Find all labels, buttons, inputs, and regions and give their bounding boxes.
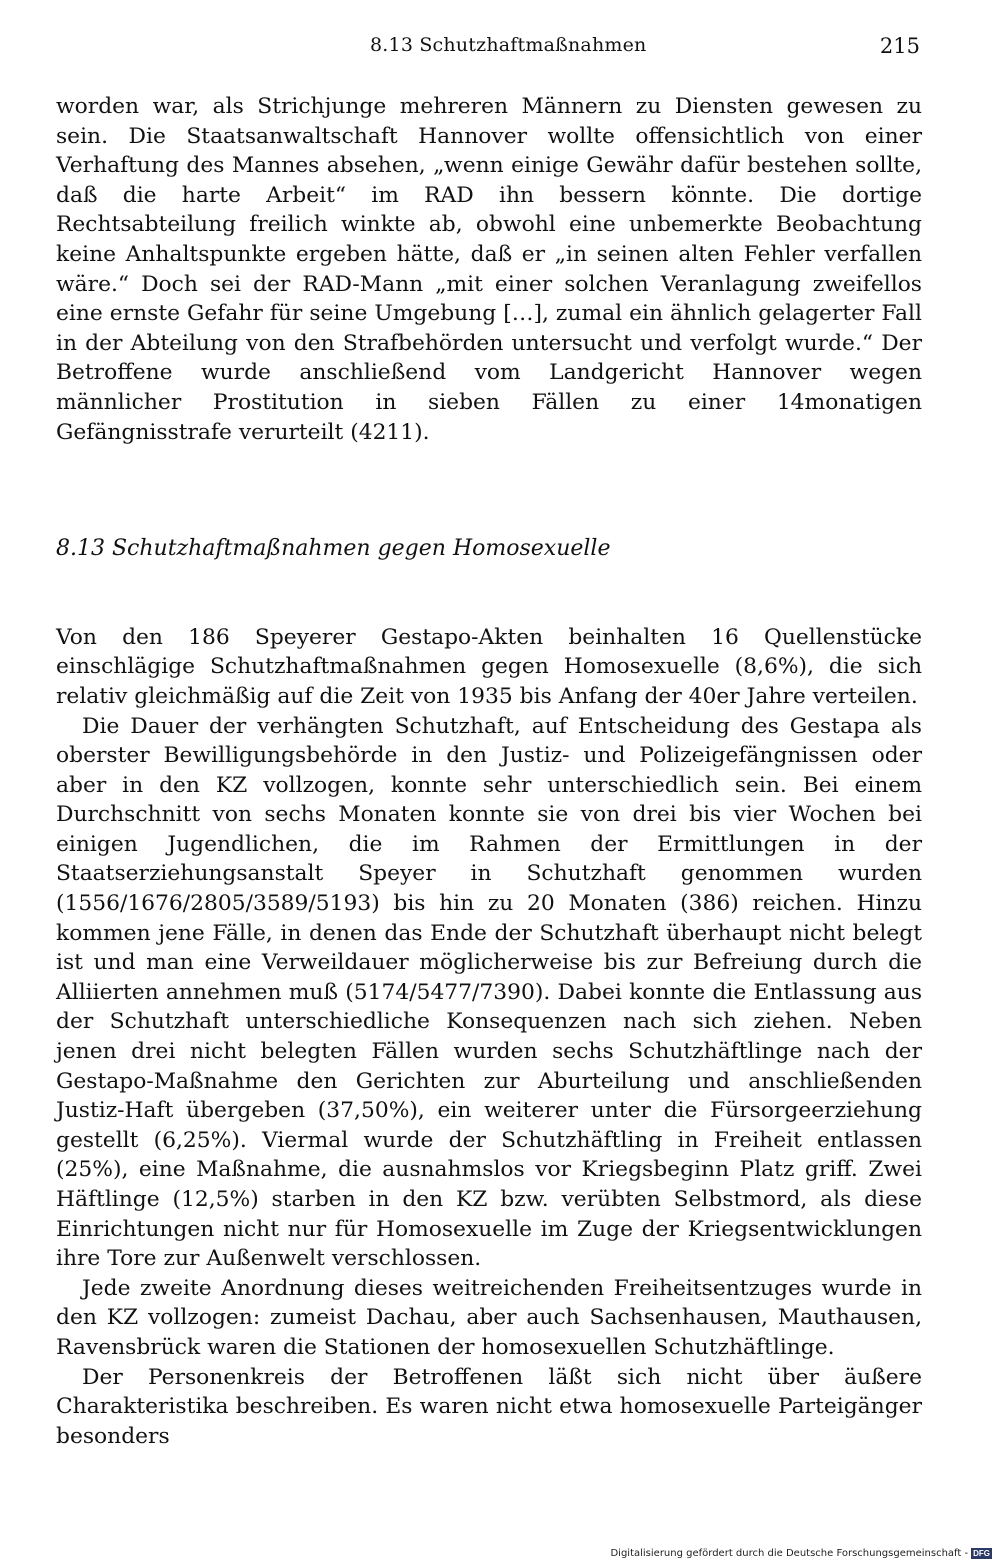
- paragraph-kz: Jede zweite Anordnung dieses weitreichenden Freiheitsentzuges wurde in den KZ vollzogen: zumeist Dachau, aber auch Sachsenhausen, Mauthausen, Ravensbrück waren die Stationen der homosexuellen Schutzhäftlinge.: [56, 1275, 922, 1360]
- running-head: 8.13 Schutzhaftmaßnahmen: [370, 34, 647, 56]
- digitization-credit: [610, 1548, 992, 1559]
- paragraph-intro: Von den 186 Speyerer Gestapo-Akten beinhalten 16 Quellenstücke einschlägige Schutzhaftmaßnahmen gegen Homosexuelle (8,6%), die sich relativ gleichmäßig auf die Zeit von 1935 bis Anfang der 40er Jahre verteilen.: [56, 624, 922, 709]
- paragraph-continuation: worden war, als Strichjunge mehreren Männern zu Diensten gewesen zu sein. Die Staatsanwaltschaft Hannover wollte offensichtlich von einer Verhaftung des Mannes absehen, „wenn einige Gewähr dafür bestehen sollte, daß die harte Arbeit“ im RAD ihn bessern könnte. Die dortige Rechtsabteilung freilich winkte ab, obwohl eine unbemerkte Beobachtung keine Anhaltspunkte ergeben hätte, daß er „in seinen alten Fehler verfallen wäre.“ Doch sei der RAD-Mann „mit einer solchen Veranlagung zweifellos eine ernste Gefahr für seine Umgebung […], zumal ein ähnlich gelagerter Fall in der Abteilung von den Strafbehörden untersucht und verfolgt wurde.“ Der Betroffene wurde anschließend vom Landgericht Hannover wegen männlicher Prostitution in sieben Fällen zu einer 14monatigen Gefängnisstrafe verurteilt (4211).: [56, 94, 922, 445]
- section-heading: 8.13 Schutzhaftmaßnahmen gegen Homosexuelle: [56, 536, 611, 562]
- paragraph-duration: Die Dauer der verhängten Schutzhaft, auf Entscheidung des Gestapa als oberster Bewilligungsbehörde in den Justiz- und Polizeigefängnissen oder aber in den KZ vollzogen, konnte sehr unterschiedlich sein. Bei einem Durchschnitt von sechs Monaten konnte sie von drei bis vier Wochen bei einigen Jugendlichen, die im Rahmen der Ermittlungen in der Staatserziehungsanstalt Speyer in Schutzhaft genommen wurden (1556/1676/2805/3589/5193) bis hin zu 20 Monaten (386) reichen. Hinzu kommen jene Fälle, in denen das Ende der Schutzhaft überhaupt nicht belegt ist und man eine Verweildauer möglicherweise bis zur Befreiung durch die Alliierten annehmen muß (5174/5477/7390). Dabei konnte die Entlassung aus der Schutzhaft unterschiedliche Konsequenzen nach sich ziehen. Neben jenen drei nicht belegten Fällen wurden sechs Schutzhäftlinge nach der Gestapo-Maßnahme den Gerichten zur Aburteilung und anschließenden Justiz-Haft übergeben (37,50%), ein weiterer unter die Fürsorgeerziehung gestellt (6,25%). Viermal wurde der Schutzhäftling in Freiheit entlassen (25%), eine Maßnahme, die ausnahmslos vor Kriegsbeginn Platz griff. Zwei Häftlinge (12,5%) starben in den KZ bzw. verübten Selbstmord, als diese Einrichtungen nicht nur für Homosexuelle im Zuge der Kriegsentwicklungen ihre Tore zur Außenwelt verschlossen.: [56, 713, 922, 1272]
- page-number: 215: [879, 34, 920, 58]
- page-body: [56, 92, 922, 1451]
- dfg-logo-icon: DFG: [973, 1549, 990, 1558]
- credit-text: Digitalisierung gefördert durch die Deutsche Forschungsgemeinschaft -: [610, 1548, 969, 1559]
- paragraph-personenkreis: Der Personenkreis der Betroffenen läßt sich nicht über äußere Charakteristika beschreiben. Es waren nicht etwa homosexuelle Parteigänger besonders: [56, 1364, 922, 1449]
